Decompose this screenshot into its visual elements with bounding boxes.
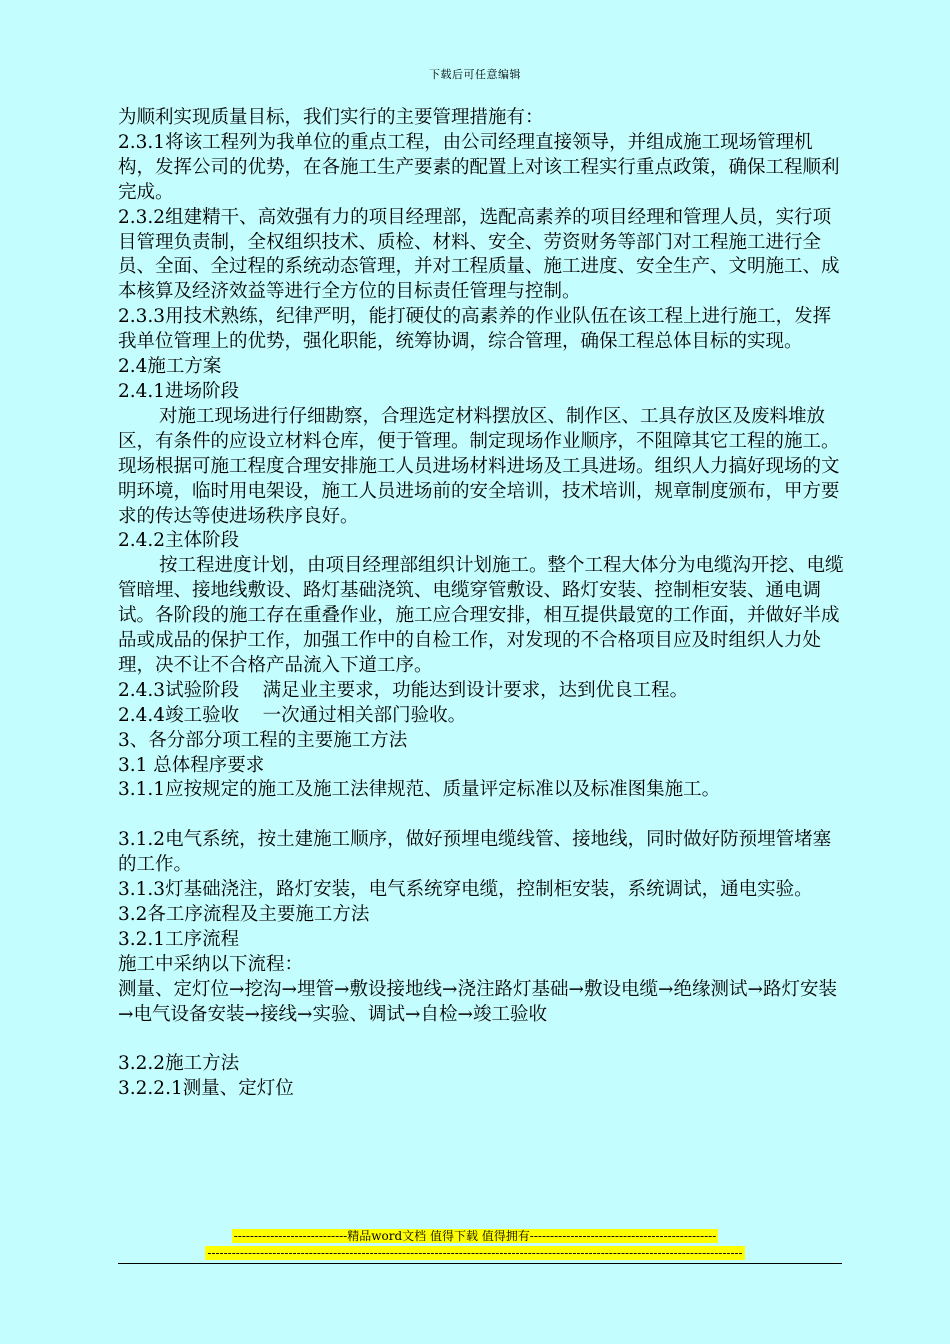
paragraph: [118, 803, 848, 828]
paragraph: 3.1.2电气系统，按土建施工顺序，做好预埋电缆线管、接地线，同时做好防预埋管堵塞的工作。: [118, 829, 832, 876]
paragraph: 3、各分部分项工程的主要施工方法: [118, 729, 408, 751]
footer-banner-text: ----------------------------精品word文档 值得下载 值得拥有----------------------------------------------: [233, 1229, 717, 1243]
paragraph: 2.4.4竣工验收 一次通过相关部门验收。: [118, 704, 467, 726]
paragraph: 3.1.1应按规定的施工及施工法律规范、质量评定标准以及标准图集施工。: [118, 779, 721, 801]
footer-banner: [0, 1228, 950, 1244]
paragraph: 3.2.1工序流程: [118, 928, 240, 950]
footer-dash-text: ------------------------------------------------------------------------------------------------------------------------------------: [207, 1246, 743, 1260]
paragraph: 2.4.1进场阶段: [118, 380, 240, 402]
paragraph: 对施工现场进行仔细勘察，合理选定材料摆放区、制作区、工具存放区及废料堆放区，有条件的应设立材料仓库，便于管理。制定现场作业顺序，不阻障其它工程的施工。现场根据可施工程度合理安排施工人员进场材料进场及工具进场。组织人力搞好现场的文明环境，临时用电架设，施工人员进场前的安全培训，技术培训，规章制度颁布，甲方要求的传达等使进场秩序良好。: [118, 405, 840, 527]
footer-dash-line: [0, 1245, 950, 1261]
document-body: [118, 106, 848, 1102]
paragraph: 2.3.3用技术熟练，纪律严明，能打硬仗的高素养的作业队伍在该工程上进行施工，发挥我单位管理上的优势，强化职能，统筹协调，综合管理，确保工程总体目标的实现。: [118, 306, 832, 353]
footer-rule: [118, 1263, 842, 1264]
paragraph: 2.4.2主体阶段: [118, 530, 240, 552]
paragraph: 3.2.2.1测量、定灯位: [118, 1078, 294, 1100]
paragraph: 2.3.1将该工程列为我单位的重点工程，由公司经理直接领导，并组成施工现场管理机构，发挥公司的优势，在各施工生产要素的配置上对该工程实行重点政策，确保工程顺利完成。: [118, 131, 840, 203]
paragraph: [118, 1028, 848, 1053]
paragraph: 施工中采纳以下流程：: [118, 953, 304, 975]
paragraph: 为顺利实现质量目标，我们实行的主要管理措施有：: [118, 107, 544, 128]
paragraph: 测量、定灯位→挖沟→埋管→敷设接地线→浇注路灯基础→敷设电缆→绝缘测试→路灯安装→电气设备安装→接线→实验、调试→自检→竣工验收: [118, 978, 838, 1025]
paragraph: 3.1 总体程序要求: [118, 754, 265, 776]
paragraph: 按工程进度计划，由项目经理部组织计划施工。整个工程大体分为电缆沟开挖、电缆管暗埋、接地线敷设、路灯基础浇筑、电缆穿管敷设、路灯安装、控制柜安装、通电调试。各阶段的施工存在重叠作业，施工应合理安排，相互提供最宽的工作面，并做好半成品或成品的保护工作，加强工作中的自检工作，对发现的不合格项目应及时组织人力处理，决不让不合格产品流入下道工序。: [118, 555, 844, 676]
page-header: 下载后可任意编辑: [429, 68, 521, 81]
paragraph: 3.2各工序流程及主要施工方法: [118, 903, 370, 925]
paragraph: 3.2.2施工方法: [118, 1053, 240, 1075]
paragraph: 2.4施工方案: [118, 356, 222, 378]
paragraph: 3.1.3灯基础浇注，路灯安装，电气系统穿电缆，控制柜安装，系统调试，通电实验。: [118, 879, 813, 901]
paragraph: 2.3.2组建精干、高效强有力的项目经理部，选配高素养的项目经理和管理人员，实行项目管理负责制，全权组织技术、质检、材料、安全、劳资财务等部门对工程施工进行全员、全面、全过程的系统动态管理，并对工程质量、施工进度、安全生产、文明施工、成本核算及经济效益等进行全方位的目标责任管理与控制。: [118, 206, 840, 303]
paragraph: 2.4.3试验阶段 满足业主要求，功能达到设计要求，达到优良工程。: [118, 679, 689, 701]
